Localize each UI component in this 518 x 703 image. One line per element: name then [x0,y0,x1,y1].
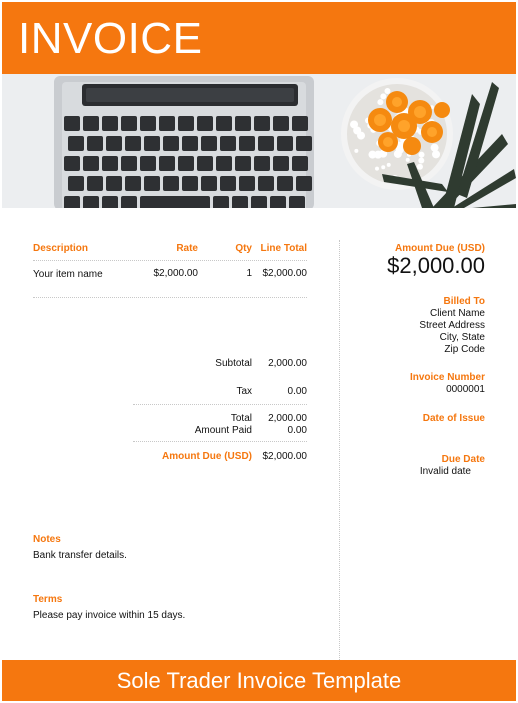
due-date-label: Due Date [441,454,485,465]
subtotal-value: 2,000.00 [268,358,307,369]
tax-label: Tax [236,386,252,397]
total-label: Total [230,413,252,424]
item-line-total: $2,000.00 [262,268,307,279]
col-header-qty: Qty [235,243,252,254]
amount-due-label: Amount Due (USD) [162,451,252,462]
terms-text: Please pay invoice within 15 days. [33,610,186,621]
col-header-description: Description [33,243,89,254]
notes-label: Notes [33,534,61,545]
side-amount-due-label: Amount Due (USD) [395,243,485,254]
invoice-header [2,2,516,74]
totals-divider-2 [133,441,307,442]
item-qty: 1 [246,268,252,279]
billed-to-zip: Zip Code [444,344,485,355]
total-value: 2,000.00 [268,413,307,424]
notes-text: Bank transfer details. [33,550,127,561]
billed-to-street: Street Address [419,320,485,331]
invoice-title: INVOICE [18,14,203,63]
billed-to-label: Billed To [443,296,485,307]
laptop-plant-illustration [2,74,516,208]
amount-due-value: $2,000.00 [262,451,307,462]
billed-to-name: Client Name [429,308,485,319]
totals-divider-1 [133,404,307,405]
item-rate: $2,000.00 [153,268,198,279]
date-of-issue-label: Date of Issue [422,413,485,424]
terms-label: Terms [33,594,63,605]
due-date-value: Invalid date [419,466,471,477]
billed-to-city: City, State [439,332,485,343]
col-header-rate: Rate [176,243,198,254]
hero-image [2,74,516,208]
amount-paid-value: 0.00 [287,425,307,436]
invoice-number-value: 0000001 [446,384,485,395]
table-row-divider [33,297,307,298]
table-header-divider [33,260,307,261]
footer-banner [2,660,516,701]
col-header-line-total: Line Total [260,243,307,254]
invoice-number-label: Invoice Number [409,372,485,383]
amount-paid-label: Amount Paid [194,425,252,436]
subtotal-label: Subtotal [215,358,252,369]
column-divider [339,240,340,660]
footer-title: Sole Trader Invoice Template [116,668,402,693]
item-description: Your item name [33,269,103,280]
side-amount-due-value: $2,000.00 [387,253,485,278]
tax-value: 0.00 [287,386,307,397]
